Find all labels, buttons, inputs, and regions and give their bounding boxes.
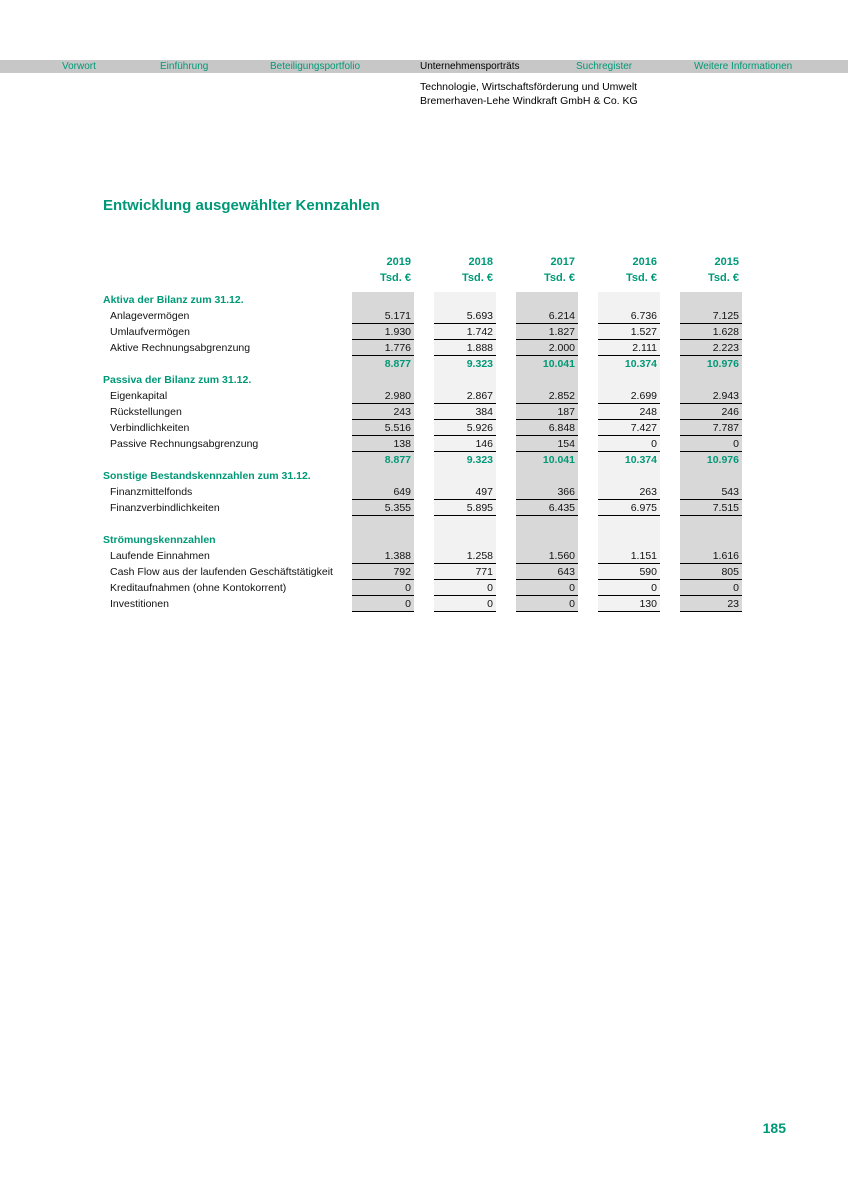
value-cell: 6.435: [516, 500, 578, 516]
table-body: [103, 292, 742, 612]
value-cell: 248: [598, 404, 660, 420]
year-header: 2016: [632, 256, 657, 268]
value-cell: [516, 468, 578, 484]
row-label: [103, 516, 332, 532]
row-label: Cash Flow aus der laufenden Geschäftstätigkeit: [110, 566, 333, 578]
value-cell: [516, 532, 578, 548]
value-cell: [352, 516, 414, 532]
value-cell: 497: [434, 484, 496, 500]
value-cell: 246: [680, 404, 742, 420]
year-header: 2017: [550, 256, 575, 268]
value-cell: 23: [680, 596, 742, 612]
value-cell: 2.867: [434, 388, 496, 404]
value-cell: 0: [516, 596, 578, 612]
kennzahlen-table: [103, 254, 742, 612]
value-cell: 138: [352, 436, 414, 452]
value-cell: 9.323: [434, 452, 496, 468]
nav-item-beteiligungsportfolio[interactable]: Beteiligungsportfolio: [270, 61, 361, 72]
nav-item-vorwort[interactable]: Vorwort: [62, 61, 96, 72]
row-label: Finanzmittelfonds: [110, 486, 193, 498]
value-cell: 2.111: [598, 340, 660, 356]
value-cell: [598, 468, 660, 484]
chapter-line: Technologie, Wirtschaftsförderung und Umwelt: [420, 81, 638, 93]
value-cell: 1.560: [516, 548, 578, 564]
value-cell: 384: [434, 404, 496, 420]
value-cell: [680, 468, 742, 484]
value-cell: 543: [680, 484, 742, 500]
unit-header: Tsd. €: [626, 272, 657, 284]
value-cell: 5.355: [352, 500, 414, 516]
nav-item-suchregister[interactable]: Suchregister: [576, 61, 633, 72]
value-cell: 1.742: [434, 324, 496, 340]
value-cell: 1.527: [598, 324, 660, 340]
value-cell: 1.827: [516, 324, 578, 340]
value-cell: [434, 372, 496, 388]
value-cell: 2.000: [516, 340, 578, 356]
value-cell: 243: [352, 404, 414, 420]
value-cell: 10.976: [680, 356, 742, 372]
value-cell: 10.374: [598, 356, 660, 372]
row-label: Laufende Einnahmen: [110, 550, 210, 562]
year-header: 2019: [386, 256, 411, 268]
value-cell: 0: [516, 580, 578, 596]
value-cell: [352, 468, 414, 484]
value-cell: 7.787: [680, 420, 742, 436]
value-cell: [516, 516, 578, 532]
value-cell: [352, 292, 414, 308]
row-label: Rückstellungen: [110, 406, 182, 418]
value-cell: 1.388: [352, 548, 414, 564]
company-line: Bremerhaven-Lehe Windkraft GmbH & Co. KG: [420, 95, 638, 107]
value-cell: 2.223: [680, 340, 742, 356]
nav-item-einführung[interactable]: Einführung: [160, 61, 209, 72]
value-cell: 366: [516, 484, 578, 500]
value-cell: [516, 292, 578, 308]
value-cell: 1.930: [352, 324, 414, 340]
value-cell: 2.980: [352, 388, 414, 404]
row-label: Finanzverbindlichkeiten: [110, 502, 220, 514]
row-label: Kreditaufnahmen (ohne Kontokorrent): [110, 582, 287, 594]
value-cell: 0: [598, 436, 660, 452]
nav-item-weitere-informationen[interactable]: Weitere Informationen: [694, 61, 793, 72]
row-label: Investitionen: [110, 598, 169, 610]
value-cell: 771: [434, 564, 496, 580]
row-label: Anlagevermögen: [110, 310, 190, 322]
value-cell: 8.877: [352, 452, 414, 468]
value-cell: 7.427: [598, 420, 660, 436]
value-cell: [598, 292, 660, 308]
value-cell: 1.888: [434, 340, 496, 356]
value-cell: [680, 372, 742, 388]
value-cell: 0: [352, 580, 414, 596]
value-cell: 0: [598, 580, 660, 596]
value-cell: 8.877: [352, 356, 414, 372]
value-cell: 5.895: [434, 500, 496, 516]
value-cell: 590: [598, 564, 660, 580]
value-cell: 0: [680, 580, 742, 596]
value-cell: 7.125: [680, 308, 742, 324]
corner-cell: [103, 254, 332, 270]
value-cell: [434, 532, 496, 548]
value-cell: 10.041: [516, 452, 578, 468]
value-cell: 805: [680, 564, 742, 580]
value-cell: 146: [434, 436, 496, 452]
value-cell: 1.616: [680, 548, 742, 564]
value-cell: 649: [352, 484, 414, 500]
value-cell: 7.515: [680, 500, 742, 516]
value-cell: 5.516: [352, 420, 414, 436]
value-cell: 5.171: [352, 308, 414, 324]
row-label: Passiva der Bilanz zum 31.12.: [103, 374, 252, 386]
value-cell: [434, 292, 496, 308]
value-cell: [680, 532, 742, 548]
value-cell: [598, 372, 660, 388]
value-cell: [352, 532, 414, 548]
value-cell: 0: [352, 596, 414, 612]
unit-header: Tsd. €: [544, 272, 575, 284]
value-cell: 187: [516, 404, 578, 420]
value-cell: 2.699: [598, 388, 660, 404]
value-cell: [352, 372, 414, 388]
row-label: Strömungskennzahlen: [103, 534, 216, 546]
value-cell: 1.258: [434, 548, 496, 564]
value-cell: 6.975: [598, 500, 660, 516]
value-cell: 1.628: [680, 324, 742, 340]
row-label: Aktiva der Bilanz zum 31.12.: [103, 294, 244, 306]
value-cell: 1.151: [598, 548, 660, 564]
row-label: Verbindlichkeiten: [110, 422, 190, 434]
value-cell: 263: [598, 484, 660, 500]
value-cell: 792: [352, 564, 414, 580]
value-cell: [598, 532, 660, 548]
row-label: Eigenkapital: [110, 390, 168, 402]
value-cell: 10.041: [516, 356, 578, 372]
nav-bar: [0, 60, 848, 73]
value-cell: [516, 372, 578, 388]
row-label: Aktive Rechnungsabgrenzung: [110, 342, 251, 354]
doc-header: [420, 80, 638, 108]
unit-header: Tsd. €: [708, 272, 739, 284]
value-cell: [434, 516, 496, 532]
value-cell: 0: [680, 436, 742, 452]
row-label: Sonstige Bestandskennzahlen zum 31.12.: [103, 470, 311, 482]
value-cell: 10.976: [680, 452, 742, 468]
value-cell: 0: [434, 580, 496, 596]
corner-cell: [103, 270, 332, 286]
value-cell: [434, 468, 496, 484]
value-cell: 0: [434, 596, 496, 612]
value-cell: 154: [516, 436, 578, 452]
unit-header: Tsd. €: [462, 272, 493, 284]
page-title: Entwicklung ausgewählter Kennzahlen: [103, 197, 380, 214]
value-cell: 2.852: [516, 388, 578, 404]
value-cell: 1.776: [352, 340, 414, 356]
nav-item-unternehmensporträts[interactable]: Unternehmensporträts: [420, 61, 520, 72]
value-cell: 5.926: [434, 420, 496, 436]
value-cell: 10.374: [598, 452, 660, 468]
row-label: Passive Rechnungsabgrenzung: [110, 438, 259, 450]
value-cell: 643: [516, 564, 578, 580]
value-cell: [680, 292, 742, 308]
value-cell: 6.736: [598, 308, 660, 324]
year-header: 2018: [468, 256, 493, 268]
value-cell: 6.214: [516, 308, 578, 324]
unit-header: Tsd. €: [380, 272, 411, 284]
year-header: 2015: [714, 256, 739, 268]
value-cell: 2.943: [680, 388, 742, 404]
value-cell: 6.848: [516, 420, 578, 436]
table-head: [103, 254, 742, 286]
value-cell: 5.693: [434, 308, 496, 324]
row-label: Umlaufvermögen: [110, 326, 190, 338]
value-cell: [598, 516, 660, 532]
row-label: [103, 452, 332, 468]
page-number: 185: [762, 1120, 786, 1136]
value-cell: 9.323: [434, 356, 496, 372]
value-cell: [680, 516, 742, 532]
row-label: [103, 356, 332, 372]
value-cell: 130: [598, 596, 660, 612]
